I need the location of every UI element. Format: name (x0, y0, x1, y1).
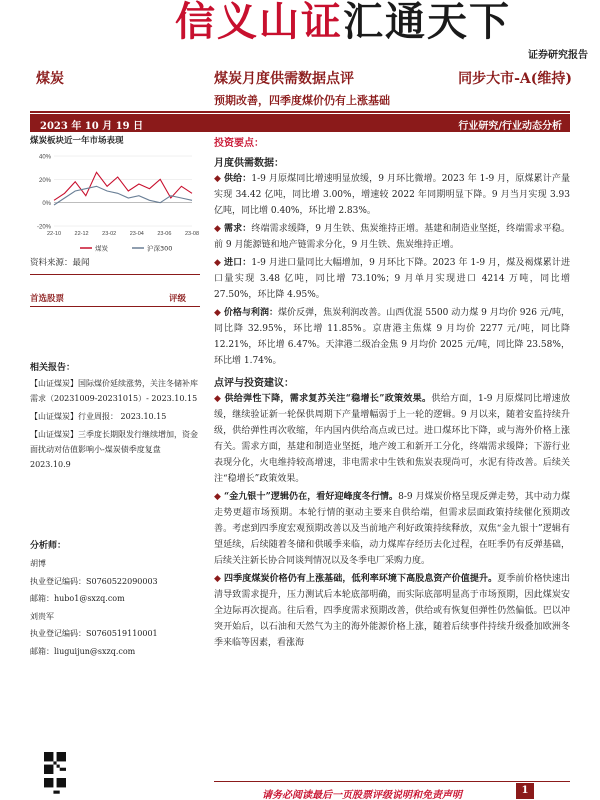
sector-label: 煤炭 (36, 71, 64, 87)
stock-head-label: 首选股票 (30, 294, 65, 304)
related-reports-list (30, 376, 198, 475)
diamond-bullet-icon: ◆ (214, 174, 225, 184)
chart-x-tick-label: 22-10 (46, 231, 62, 237)
chart-legend-label: 煤炭 (95, 244, 108, 253)
demand-paragraph (214, 221, 570, 253)
footer-disclaimer[interactable]: 请务必阅读最后一页股票评级说明和免责声明 (262, 790, 462, 800)
footer-divider (214, 781, 570, 782)
chart-x-tick-label: 23-06 (157, 231, 172, 237)
analyst-email[interactable]: 邮箱：liuguijun@sxzq.com (30, 646, 136, 656)
advice-paragraph-1 (214, 391, 570, 487)
qr-code-icon (44, 752, 66, 774)
related-report-item[interactable]: 【山证煤炭】国际煤价延续涨势，关注冬储补库需求（20231009-20231015）- 2023.10.15 (30, 379, 198, 403)
diamond-bullet-icon: ◆ (214, 574, 224, 584)
para-label: 进口： (224, 258, 252, 268)
diamond-bullet-icon: ◆ (214, 224, 225, 234)
chart-y-tick-label: 40% (38, 154, 51, 161)
diamond-bullet-icon: ◆ (214, 258, 225, 268)
chart-y-tick-label: 0% (42, 201, 51, 208)
page-number: 1 (516, 783, 534, 799)
para-label: 供给弹性下降，需求复苏关注“稳增长”政策效果。 (224, 394, 432, 404)
para-text: 夏季前价格快速出清导致需求提升，压力测试后本轮底部明确，而实际底部明显高于市场预期，因此煤炭安全边际再次提高。往后看，四季度需求预期改善，供给或有恢复但弹性仍然偏低。巴以冲突开始后，以石油和天然气为主的海外能源价格上涨，随着后续事件持续升级叠加欧洲冬季来临等因素，看涨海 (214, 574, 570, 648)
chart-svg (30, 148, 200, 260)
chart-x-tick-label: 22-12 (74, 231, 89, 237)
advice-paragraph-3 (214, 571, 570, 651)
chart-x-tick-label: 23-04 (129, 231, 144, 237)
chart-x-tick-label: 23-08 (184, 231, 200, 237)
qr-code-icon (44, 778, 66, 800)
report-header (0, 68, 600, 90)
subsection-title: 点评与投资建议： (214, 378, 294, 389)
diamond-bullet-icon: ◆ (214, 492, 224, 502)
report-subtitle: 预期改善，四季度煤价仍有上涨基础 (214, 94, 390, 107)
brand-slogan (175, 0, 511, 44)
para-text: 1-9 月原煤同比增速明显放缓，9 月环比微增。2023 年 1-9 月，原煤累计产量实现 34.42 亿吨，同比增 3.00%，增速较 2022 年同期明显下降。9 月当月实现 3.93 亿吨，同比增 0.40%，环比增 2.83%。 (214, 174, 570, 216)
main-content (214, 134, 570, 651)
diamond-bullet-icon: ◆ (214, 394, 225, 404)
chart-series-line (54, 186, 192, 205)
report-title: 煤炭月度供需数据点评 (214, 71, 354, 87)
advice-paragraph-2 (214, 489, 570, 569)
report-category: 行业研究/行业动态分析 (458, 121, 562, 132)
slogan-part2: 汇通天下 (343, 0, 511, 45)
analyst-name: 刘贵军 (30, 611, 54, 621)
sidebar-divider (30, 274, 200, 275)
stock-rating-head: 评级 (168, 294, 186, 304)
para-label: 四季度煤炭价格仍有上涨基础，低利率环境下高股息资产价值提升。 (224, 574, 498, 584)
header-banner (0, 0, 600, 62)
related-report-item[interactable]: 【山证煤炭】三季度长期限发行继续增加，资金面扰动对估值影响小-煤炭债季度复盘 2023.10.9 (30, 430, 198, 469)
slogan-part1: 信义山证 (175, 0, 343, 45)
related-report-item[interactable]: 【山证煤炭】行业周报： 2023.10.15 (30, 412, 167, 421)
chart-title: 煤炭板块近一年市场表现 (30, 136, 124, 146)
analyst-title: 分析师： (30, 541, 67, 551)
para-text: 8-9 月煤炭价格呈现反弹走势，其中动力煤走势更超市场预期。本轮行情的驱动主要来自供给端，但需求层面政策持续催化预期改善。考虑到四季度宏观预期改善以及当前地产利好政策持续释放，双焦“金九银十”逻辑有望延续，后续随着冬储和供暖季来临，动力煤库存经历去化过程，在旺季仍有反弹基础，后续关注新长协合同谈判情况以及冬季电厂采购力度。 (214, 492, 570, 566)
price-paragraph (214, 305, 570, 369)
para-label: 需求： (224, 224, 252, 234)
import-paragraph (214, 255, 570, 303)
date-bar (30, 114, 570, 132)
stock-table-divider (30, 306, 200, 307)
supply-paragraph (214, 171, 570, 219)
analyst-email[interactable]: 邮箱：hubo1@sxzq.com (30, 594, 125, 603)
analyst-code: 执业登记编码：S0760519110001 (30, 629, 158, 638)
para-text: 1-9 月进口量同比大幅增加，9 月环比下降。2023 年 1-9 月，煤及褐煤累计进口量实现 3.48 亿吨，同比增 73.10%；9 月单月实现进口 4214 万吨，同比增 27.50%，环比降 4.95%。 (214, 258, 570, 300)
chart-x-tick-label: 23-02 (102, 231, 117, 237)
chart-legend-label: 沪深300 (147, 244, 173, 253)
para-label: 价格与利润： (223, 308, 279, 318)
para-text: 供给方面，1-9 月原煤同比增速放缓，继续验证新一轮保供周期下产量增幅弱于上一轮的逻辑。9 月以来，随着安监持续升级，供给弹性再次收缩，年内国内供给高点或已过。进口煤环比下降，或与海外价格上涨有关。需求方面，基建和制造业坚挺，地产竣工和新开工分化，终端需求缓降；下游行业表现分化，火电维持较高增速，非电需求中生铁和焦炭表现尚可，水泥有待改善。后续关注“稳增长”政策效果。 (214, 394, 571, 484)
para-text: 终端需求缓降，9 月生铁、焦炭维持正增。基建和制造业坚挺，终端需求平稳。前 9 月能源链和地产链需求分化，9 月生铁、焦炭维持正增。 (214, 224, 570, 250)
chart-y-tick-label: 20% (38, 177, 51, 184)
chart-y-tick-label: -20% (36, 224, 51, 231)
chart-source: 资料来源：最闻 (30, 258, 90, 268)
header-divider (30, 111, 570, 113)
para-text: 煤价反弹，焦炭利润改善。山西优混 5500 动力煤 9 月均价 926 元/吨，同比降 32.95%，环比增 11.85%。京唐港主焦煤 9 月均价 2277 元/吨，同比降 12.21%，环比增 6.47%。天津港二级冶金焦 9 月均价 2025 元/吨，同比降 23.58%，环比增 1.74%。 (214, 308, 570, 366)
analyst-list (30, 555, 198, 660)
analyst-code: 执业登记编码：S0760522090003 (30, 576, 158, 586)
related-reports-title: 相关报告： (30, 363, 76, 373)
section-title: 投资要点： (214, 138, 264, 149)
analyst-name: 胡博 (30, 559, 46, 568)
sidebar (30, 134, 200, 656)
subsection-title: 月度供需数据： (214, 158, 284, 169)
rating-label: 同步大市-A(维持) (458, 71, 572, 87)
report-type-label: 证券研究报告 (528, 50, 588, 61)
para-label: “金九银十”逻辑仍在，看好迎峰度冬行情。 (223, 492, 399, 502)
para-label: 供给： (224, 174, 252, 184)
market-performance-chart (30, 148, 200, 260)
diamond-bullet-icon: ◆ (214, 308, 224, 318)
report-date: 2023 年 10 月 19 日 (40, 121, 144, 132)
stock-table-header (30, 292, 200, 304)
